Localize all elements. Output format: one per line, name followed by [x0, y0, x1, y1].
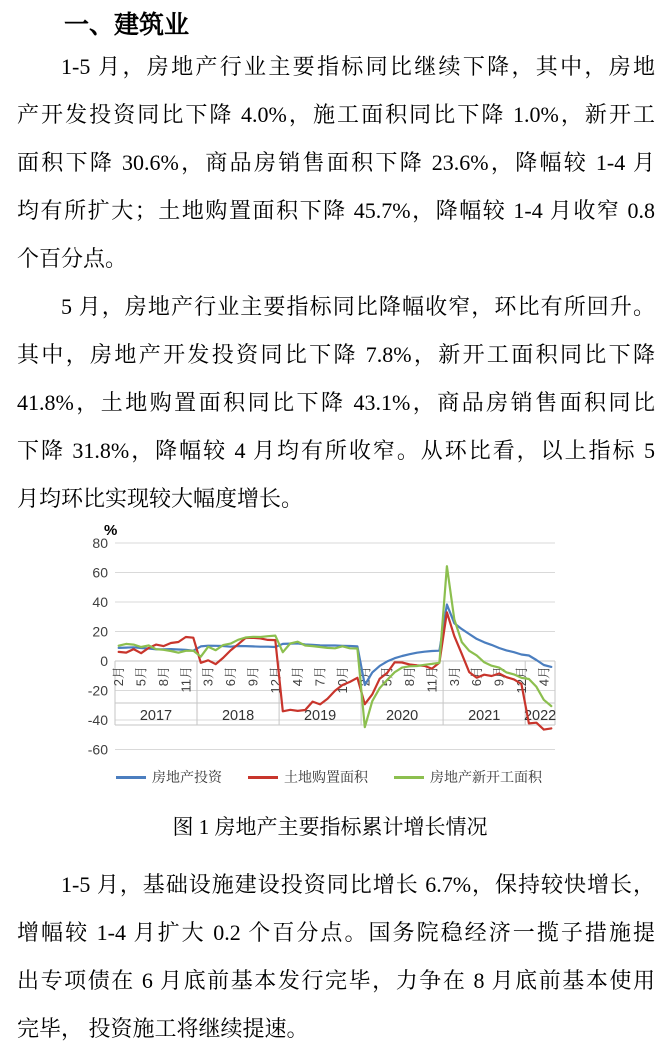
paragraph-line: 月均环比实现较大幅度增长。: [17, 486, 304, 511]
svg-text:20: 20: [92, 623, 108, 640]
svg-text:2月: 2月: [111, 666, 127, 687]
svg-text:7月: 7月: [312, 666, 328, 687]
svg-text:4月: 4月: [290, 666, 306, 687]
y-axis-labels: [88, 523, 117, 758]
svg-text:0: 0: [100, 653, 108, 669]
svg-text:8月: 8月: [156, 666, 171, 687]
paragraph-line: 面积下降 30.6%，商品房销售面积下降 23.6%，降幅较 1-4 月: [17, 150, 655, 175]
svg-text:6月: 6月: [469, 666, 485, 687]
x-month-labels: [111, 666, 551, 693]
x-year-labels: [140, 708, 556, 724]
paragraph-1: [17, 43, 655, 283]
svg-text:12月: 12月: [513, 666, 529, 694]
svg-text:2021: 2021: [468, 708, 501, 724]
paragraph-3: [17, 861, 655, 1053]
paragraph-line: 完毕， 投资施工将继续提速。: [17, 1016, 309, 1041]
legend-item: 土地购置面积: [248, 767, 368, 787]
svg-text:9月: 9月: [491, 666, 507, 687]
svg-text:5月: 5月: [133, 666, 149, 687]
svg-text:11月: 11月: [424, 666, 440, 693]
svg-text:8月: 8月: [402, 666, 418, 687]
svg-text:4月: 4月: [536, 666, 552, 687]
paragraph-line: 增幅较 1-4 月扩大 0.2 个百分点。国务院稳经济一揽子措施提: [17, 920, 655, 945]
paragraph-line: 1-5 月，房地产行业主要指标同比继续下降，其中，房地: [61, 54, 655, 79]
figure-caption: 图 1 房地产主要指标累计增长情况: [172, 815, 488, 839]
svg-text:3月: 3月: [200, 666, 216, 687]
paragraph-line: 5 月，房地产行业主要指标同比降幅收窄，环比有所回升。: [61, 294, 655, 319]
svg-text:80: 80: [92, 535, 108, 551]
legend-swatch: [116, 776, 146, 779]
svg-text:10月: 10月: [335, 666, 350, 694]
svg-text:6月: 6月: [223, 666, 239, 687]
legend-item: 房地产投资: [116, 767, 222, 787]
chart-legend: [88, 767, 570, 787]
svg-text:11月: 11月: [178, 666, 194, 693]
legend-item: 房地产新开工面积: [394, 767, 542, 787]
paragraph-line: 产开发投资同比下降 4.0%，施工面积同比下降 1.0%，新开工: [17, 102, 655, 127]
svg-text:%: %: [104, 523, 118, 539]
svg-text:2月: 2月: [357, 666, 373, 687]
svg-text:2022: 2022: [523, 708, 557, 724]
paragraph-line: 其中，房地产开发投资同比下降 7.8%，新开工面积同比下降: [17, 342, 655, 367]
svg-text:9月: 9月: [245, 666, 261, 687]
svg-text:60: 60: [92, 564, 108, 581]
svg-text:2020: 2020: [385, 708, 419, 724]
svg-text:12月: 12月: [267, 666, 283, 694]
svg-text:2018: 2018: [221, 708, 255, 724]
svg-text:3月: 3月: [446, 666, 462, 687]
paragraph-line: 出专项债在 6 月底前基本发行完毕，力争在 8 月底前基本使用: [17, 968, 655, 993]
svg-text:2017: 2017: [139, 708, 173, 724]
figure-1-chart: [88, 523, 570, 787]
paragraph-2: [17, 283, 655, 523]
legend-swatch: [248, 776, 278, 779]
svg-text:5月: 5月: [379, 666, 395, 687]
svg-text:40: 40: [92, 594, 108, 610]
section-heading: 一、建筑业: [64, 11, 190, 39]
report-page: [0, 10, 660, 1053]
paragraph-line: 下降 31.8%，降幅较 4 月均有所收窄。从环比看，以上指标 5: [17, 438, 655, 463]
svg-text:-40: -40: [88, 712, 108, 728]
paragraph-line: 41.8%，土地购置面积同比下降 43.1%，商品房销售面积同比: [17, 390, 655, 415]
paragraph-line: 1-5 月，基础设施建设投资同比增长 6.7%，保持较快增长，: [61, 872, 655, 897]
paragraph-line: 均有所扩大；土地购置面积下降 45.7%，降幅较 1-4 月收窄 0.8: [17, 198, 655, 223]
svg-text:-60: -60: [88, 741, 108, 758]
legend-swatch: [394, 776, 424, 779]
paragraph-line: 个百分点。: [17, 246, 128, 271]
line-chart: [88, 523, 570, 761]
svg-text:2019: 2019: [303, 708, 337, 724]
svg-text:-20: -20: [88, 682, 108, 699]
